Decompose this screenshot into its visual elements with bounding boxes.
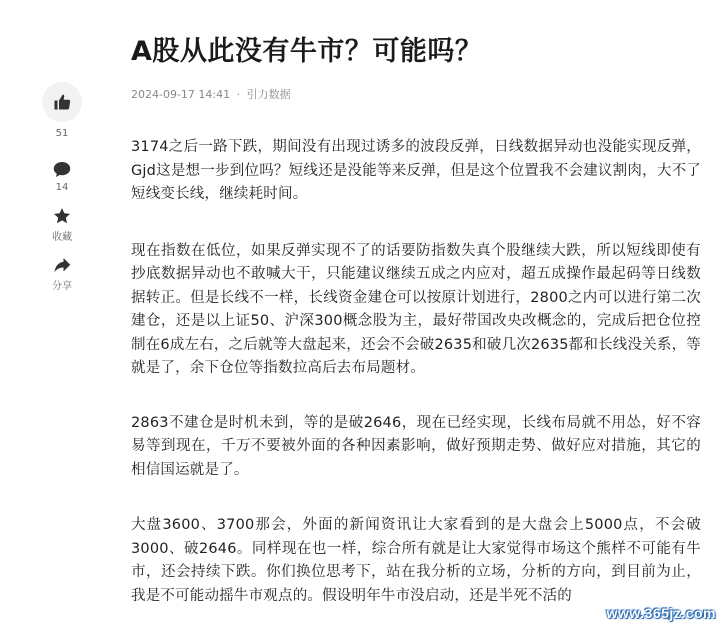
- thumbs-up-icon: [53, 93, 71, 111]
- comment-icon: [53, 161, 71, 178]
- paragraph-2: 现在指数在低位，如果反弹实现不了的话要防指数失真个股继续大跌，所以短线即使有抄底数据异动也不敢喊大干，只能建议继续五成之内应对，超五成操作最起码等日线数据转正。但是长线不一样，长线资金建仓可以按原计划进行，2800之内可以进行第二次建仓，还是以上证50、沪深300概念股为主，最好带国改央改概念的，完成后把仓位控制在6成左右，之后就等大盘起来，还会不会破2635和破几次2635都和长线没关系，等就是了，余下仓位等指数拉高后去布局题材。: [131, 242, 701, 376]
- share-icon: [53, 257, 71, 274]
- comment-count: 14: [55, 182, 69, 193]
- like-count: 51: [55, 128, 69, 139]
- article-title: A股从此没有牛市？可能吗？: [131, 36, 483, 67]
- article-actions-sidebar: [40, 82, 84, 292]
- paragraph-4: 大盘3600、3700那会，外面的新闻资讯让大家看到的是大盘会上5000点，不会破3000、破2646。同样现在也一样，综合所有就是让大家觉得市场这个熊样不可能有牛市，还会持续下跌。你们换位思考下，站在我分析的立场，分析的方向，到目前为止，我是不可能动摇牛市观点的。假设明年牛市没启动，还是半死不活的: [131, 517, 701, 604]
- comment-button[interactable]: [53, 161, 71, 193]
- like-button[interactable]: [42, 82, 82, 122]
- publish-date: 2024-09-17 14:41: [131, 88, 231, 101]
- paragraph-1: 3174之后一路下跌，期间没有出现过诱多的波段反弹，日线数据异动也没能实现反弹，Gjd这是想一步到位吗？短线还是没能等来反弹，但是这个位置我不会建议割肉，大不了短线变长线，继续耗时间。: [131, 139, 701, 202]
- article-meta: [131, 86, 701, 102]
- favorite-button[interactable]: [52, 207, 72, 243]
- article: [131, 0, 701, 608]
- share-button[interactable]: [52, 257, 72, 292]
- site-watermark: www.365jz.com: [606, 605, 716, 621]
- article-source: 引力数据: [246, 88, 291, 101]
- favorite-label: 收藏: [52, 232, 72, 243]
- share-label: 分享: [52, 281, 72, 292]
- meta-separator: ·: [236, 88, 241, 101]
- star-icon: [53, 207, 71, 225]
- paragraph-3: 2863不建仓是时机未到，等的是破2646，现在已经实现，长线布局就不用怂，好不容易等到现在，千万不要被外面的各种因素影响，做好预期走势、做好应对措施，其它的相信国运就是了。: [131, 414, 701, 478]
